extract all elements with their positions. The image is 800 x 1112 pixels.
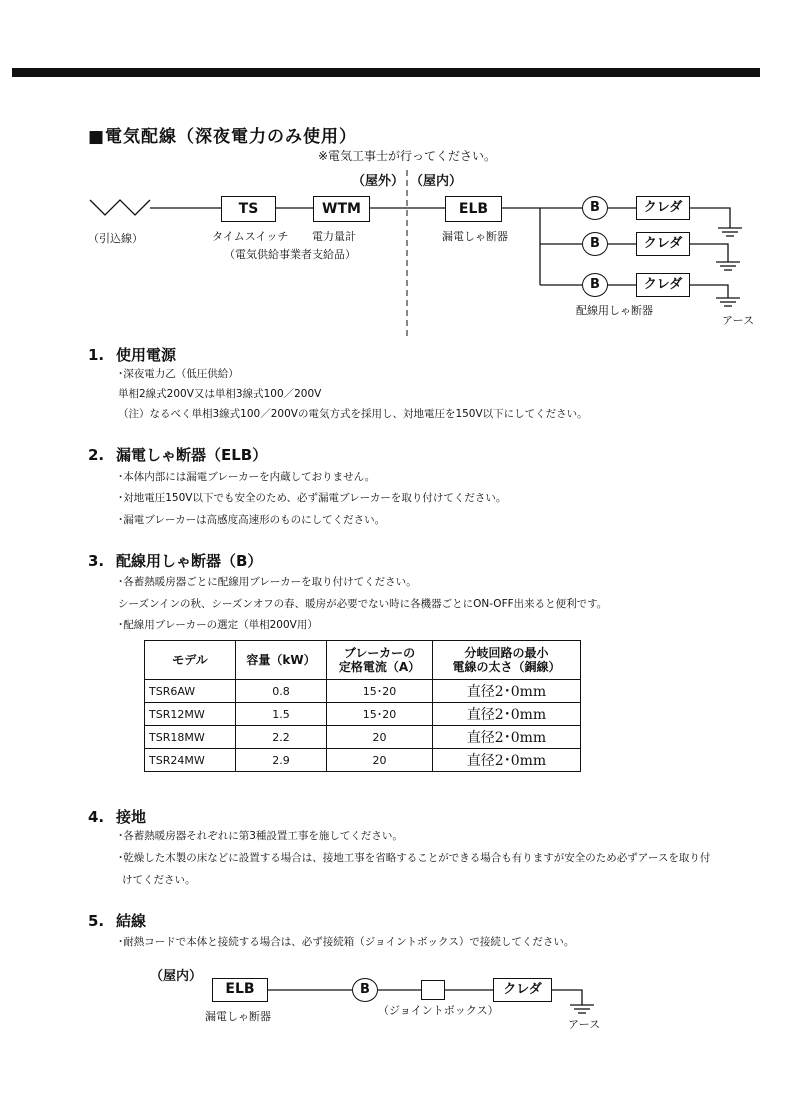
section-1-line-3: （注）なるべく単相3線式100／200Vの電気方式を採用し、対地電圧を150V以下にしてください。 [118, 408, 588, 420]
branch-breaker-label: 配線用しゃ断器 [576, 304, 653, 317]
junction-box-label: （ジョイントボックス） [378, 1004, 499, 1017]
section-5-heading: 5. 結線 [88, 912, 147, 930]
table-header-row [145, 641, 581, 680]
elb-box-2: ELB [212, 978, 268, 1002]
elb-label: 漏電しゃ断器 [442, 230, 508, 243]
table-row: TSR12MW 1.5 15･20 直径2･0mm [145, 703, 581, 726]
breaker-spec-table [144, 640, 581, 772]
section-2-line-3: ･漏電ブレーカーは高感度高速形のものにしてください。 [118, 514, 386, 526]
watt-meter-label: 電力量計 [312, 230, 356, 243]
section-3-line-2: シーズンインの秋、シーズンオフの春、暖房が必要でない時に各機器ごとにON-OFF出来ると便利です。 [118, 598, 608, 610]
junction-box [421, 980, 445, 1000]
section-2-line-1: ･本体内部には漏電ブレーカーを内蔵しておりません。 [118, 471, 376, 483]
section-5-line-1: ･耐熱コードで本体と接続する場合は、必ず接続箱（ジョイントボックス）で接続してください。 [118, 936, 575, 948]
section-1-heading: 1. 使用電源 [88, 346, 177, 364]
earth-label-2: アース [568, 1018, 601, 1031]
section-2-heading: 2. 漏電しゃ断器（ELB） [88, 446, 268, 464]
elb-label-2: 漏電しゃ断器 [205, 1010, 271, 1023]
table-row: TSR24MW 2.9 20 直径2･0mm [145, 749, 581, 772]
col-model: モデル [145, 641, 236, 680]
watt-meter-box: WTM [313, 196, 370, 222]
section-3-heading: 3. 配線用しゃ断器（B） [88, 552, 263, 570]
time-switch-label: タイムスイッチ [212, 230, 289, 243]
outdoor-label: （屋外） [352, 174, 405, 189]
section-1-line-1: ･深夜電力乙（低圧供給） [118, 368, 239, 380]
section-1-line-2: 単相2線式200V又は単相3線式100／200V [118, 388, 322, 400]
elb-box: ELB [445, 196, 502, 222]
page-title: ■電気配線（深夜電力のみ使用） [88, 127, 358, 147]
section-2-line-2: ･対地電圧150V以下でも安全のため、必ず漏電ブレーカーを取り付けてください。 [118, 492, 507, 504]
breaker-circle-4: B [352, 978, 378, 1002]
col-capacity: 容量（kW） [236, 641, 327, 680]
kureda-box-1: クレダ [636, 196, 690, 220]
col-rated-current: ブレーカーの 定格電流（A） [327, 641, 433, 680]
incoming-line-label: （引込線） [88, 232, 143, 245]
breaker-circle-2: B [582, 232, 608, 256]
kureda-box-3: クレダ [636, 273, 690, 297]
indoor-label: （屋内） [410, 174, 463, 189]
time-switch-box: TS [221, 196, 276, 222]
earth-label: アース [722, 314, 755, 327]
section-4-line-3: けてください。 [122, 874, 196, 886]
breaker-circle-3: B [582, 273, 608, 297]
section-3-line-1: ･各蓄熱暖房器ごとに配線用ブレーカーを取り付けてください。 [118, 576, 417, 588]
table-row: TSR6AW 0.8 15･20 直径2･0mm [145, 680, 581, 703]
kureda-box-4: クレダ [493, 978, 552, 1002]
kureda-box-2: クレダ [636, 232, 690, 256]
section-3-line-3: ･配線用ブレーカーの選定（単相200V用） [118, 619, 318, 631]
supplied-items-label: （電気供給事業者支給品） [224, 248, 356, 261]
indoor-label-2: （屋内） [150, 969, 203, 984]
table-row: TSR18MW 2.2 20 直径2･0mm [145, 726, 581, 749]
section-4-heading: 4. 接地 [88, 808, 147, 826]
section-4-line-1: ･各蓄熱暖房器それぞれに第3種設置工事を施してください。 [118, 830, 403, 842]
section-4-line-2: ･乾燥した木製の床などに設置する場合は、接地工事を省略することができる場合も有りますが安全のため必ずアースを取り付 [118, 852, 711, 864]
col-wire-size: 分岐回路の最小 電線の太さ（銅線） [433, 641, 581, 680]
breaker-circle-1: B [582, 196, 608, 220]
electrician-note: ※電気工事士が行ってください。 [318, 149, 497, 163]
